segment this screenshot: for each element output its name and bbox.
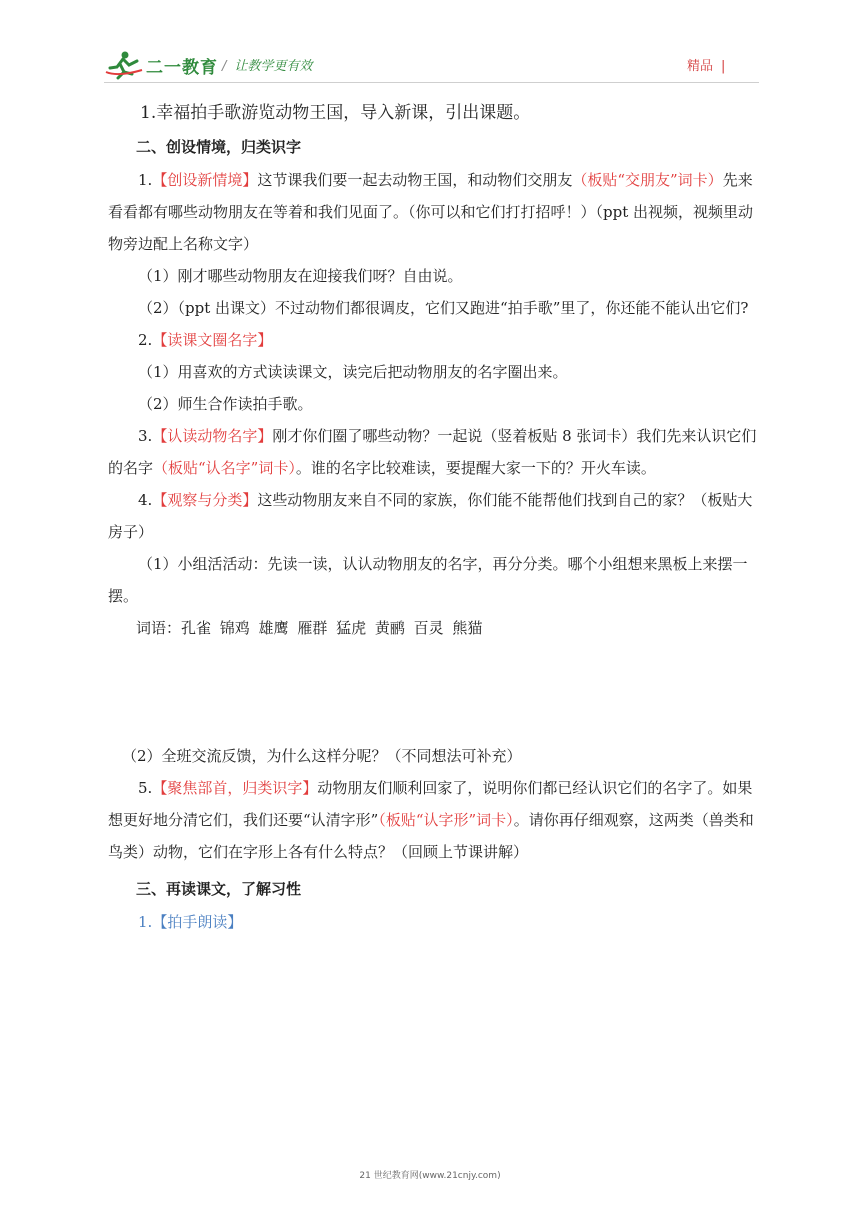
item-text: 动物朋友们顺利回家了，说明你们都已经认识它们的名字了。如果想更好地分清它们，我们还要“认清字形”	[108, 779, 753, 829]
premium-text: 精品	[687, 59, 714, 74]
item-number: 3.	[138, 427, 153, 445]
page-footer: 21 世纪教育网(www.21cnjy.com)	[359, 1171, 501, 1181]
item-text: 这些动物朋友来自不同的家族，你们能不能帮他们找到自己的家？（板贴大房子）	[108, 491, 753, 541]
item-tag: 【读课文圈名字】	[152, 331, 273, 349]
item-1-paragraph	[108, 164, 766, 260]
document-body	[108, 96, 766, 938]
item-text: 先来看看都有哪些动物朋友在等着和我们见面了。（你可以和它们打打招呼！）（ppt 出视频，视频里动物旁边配上名称文字）	[108, 171, 754, 253]
item-number: 4.	[138, 491, 153, 509]
word-list-label: 词语：	[136, 619, 182, 637]
item-number: 1.	[138, 171, 153, 189]
logo-text: 二一教育	[146, 57, 218, 78]
item-text: 。请你再仔细观察，这两类（兽类和鸟类）动物，它们在字形上各有什么特点？（回顾上节课讲解）	[108, 811, 754, 861]
word-list-items: 孔雀 锦鸡 雄鹰 雁群 猛虎 黄鹂 百灵 熊猫	[181, 619, 483, 637]
slogan	[222, 55, 312, 74]
lead-paragraph: 1.幸福拍手歌游览动物王国，导入新课，引出课题。	[140, 103, 531, 123]
sub-paragraph: （1）用喜欢的方式读读课文，读完后把动物朋友的名字圈出来。	[138, 363, 568, 381]
brand-logo[interactable]	[104, 48, 218, 82]
item-text: 。谁的名字比较难读，要提醒大家一下的？开火车读。	[295, 459, 656, 477]
word-list	[136, 612, 766, 644]
sub-paragraph: （2）全班交流反馈，为什么这样分呢？（不同想法可补充）	[122, 747, 522, 765]
section-heading-3: 三、再读课文，了解习性	[136, 880, 302, 898]
slogan-divider: /	[222, 59, 227, 74]
sub-paragraph: （1）刚才哪些动物朋友在迎接我们呀？自由说。	[138, 267, 463, 285]
board-note: （板贴“认字形”词卡）	[378, 811, 514, 829]
item-number: 2.	[138, 331, 153, 349]
runner-logo-icon	[104, 50, 144, 80]
page-header	[0, 0, 860, 90]
premium-label	[687, 55, 725, 74]
header-divider	[104, 82, 759, 83]
item-5-paragraph	[108, 772, 766, 868]
item-tag: 【创设新情境】	[152, 171, 258, 189]
item-2-paragraph	[108, 324, 766, 356]
slogan-text: 让教学更有效	[234, 59, 313, 74]
item-tag: 【拍手朗读】	[152, 913, 243, 931]
item-number: 5.	[138, 779, 153, 797]
item-4-paragraph	[108, 484, 766, 548]
sub-paragraph: （2）师生合作读拍手歌。	[138, 395, 313, 413]
sub-paragraph: （2）（ppt 出课文）不过动物们都很调皮，它们又跑进“拍手歌”里了，你还能不能认出它们?	[138, 299, 749, 317]
section-heading-2: 二、创设情境，归类识字	[136, 138, 302, 156]
item-tag: 【观察与分类】	[152, 491, 258, 509]
board-note: （板贴“认名字”词卡）	[153, 459, 296, 477]
section3-item-1	[108, 906, 766, 938]
item-number: 1.	[138, 913, 153, 931]
item-text: 这节课我们要一起去动物王国，和动物们交朋友	[257, 171, 573, 189]
sub-paragraph: （1）小组活活动：先读一读，认认动物朋友的名字，再分分类。哪个小组想来黑板上来摆一摆。	[108, 555, 748, 605]
board-note: （板贴“交朋友”词卡）	[572, 171, 723, 189]
blank-space	[108, 644, 766, 740]
item-tag: 【聚焦部首，归类识字】	[152, 779, 318, 797]
item-tag: 【认读动物名字】	[152, 427, 273, 445]
premium-bar: |	[721, 59, 726, 74]
item-3-paragraph	[108, 420, 766, 484]
item-text: 刚才你们圈了哪些动物？一起说（竖着板贴 8 张词卡）我们先来认识它们的名字	[108, 427, 757, 477]
